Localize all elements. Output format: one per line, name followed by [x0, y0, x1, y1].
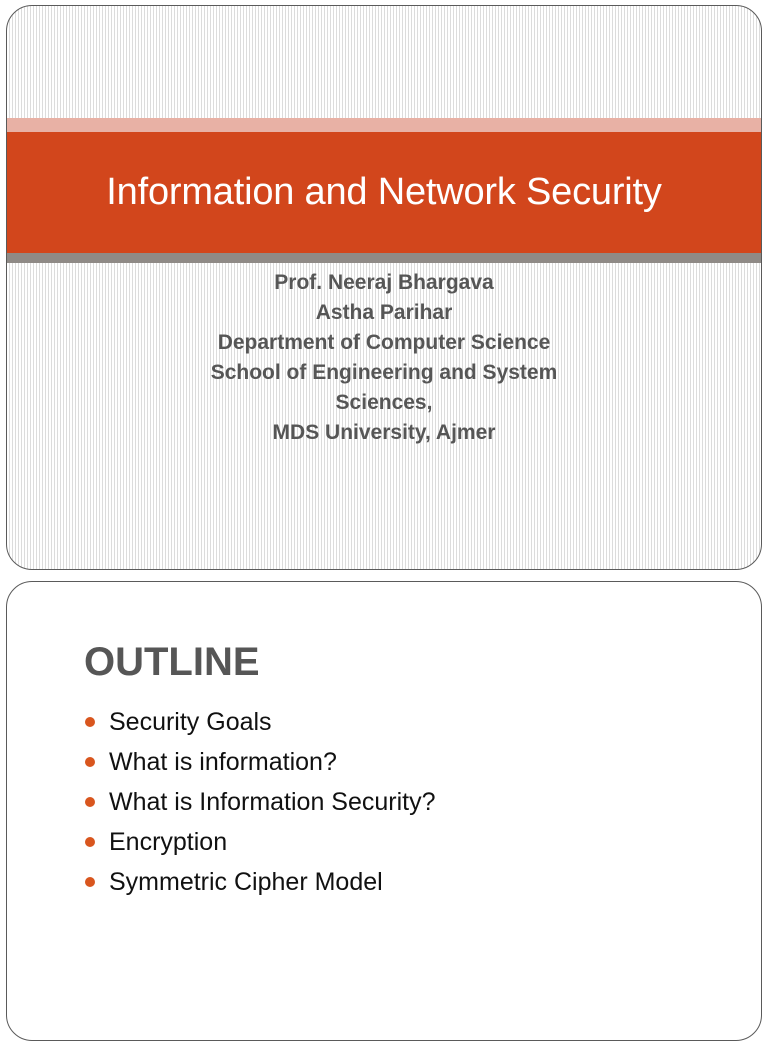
list-item — [85, 822, 436, 862]
subtitle-line: Astha Parihar — [315, 301, 453, 324]
list-item — [85, 782, 436, 822]
list-item-text: Symmetric Cipher Model — [109, 867, 383, 896]
title-bottom-stripe — [7, 253, 761, 263]
outline-heading: OUTLINE — [84, 640, 260, 684]
title-top-stripe — [7, 118, 761, 132]
title-band — [7, 132, 761, 253]
bullet-dot-icon — [85, 797, 95, 807]
subtitle-line: MDS University, Ajmer — [272, 421, 496, 444]
subtitle-block — [7, 268, 761, 448]
subtitle-line: Department of Computer Science — [217, 331, 551, 354]
list-item-text: Security Goals — [109, 707, 272, 736]
title-slide — [6, 5, 762, 570]
list-item-text: What is information? — [109, 747, 337, 776]
list-item — [85, 862, 436, 902]
bullet-dot-icon — [85, 757, 95, 767]
bullet-dot-icon — [85, 717, 95, 727]
bullet-dot-icon — [85, 837, 95, 847]
subtitle-line: Prof. Neeraj Bhargava — [274, 271, 494, 294]
list-item-text: Encryption — [109, 827, 228, 856]
outline-slide — [6, 581, 762, 1041]
bullet-dot-icon — [85, 877, 95, 887]
list-item-text: What is Information Security? — [109, 787, 436, 816]
slide-title: Information and Network Security — [106, 171, 662, 213]
subtitle-line: School of Engineering and System — [210, 361, 558, 384]
subtitle-line: Sciences, — [335, 391, 433, 414]
list-item — [85, 702, 436, 742]
list-item — [85, 742, 436, 782]
outline-list — [85, 702, 436, 902]
